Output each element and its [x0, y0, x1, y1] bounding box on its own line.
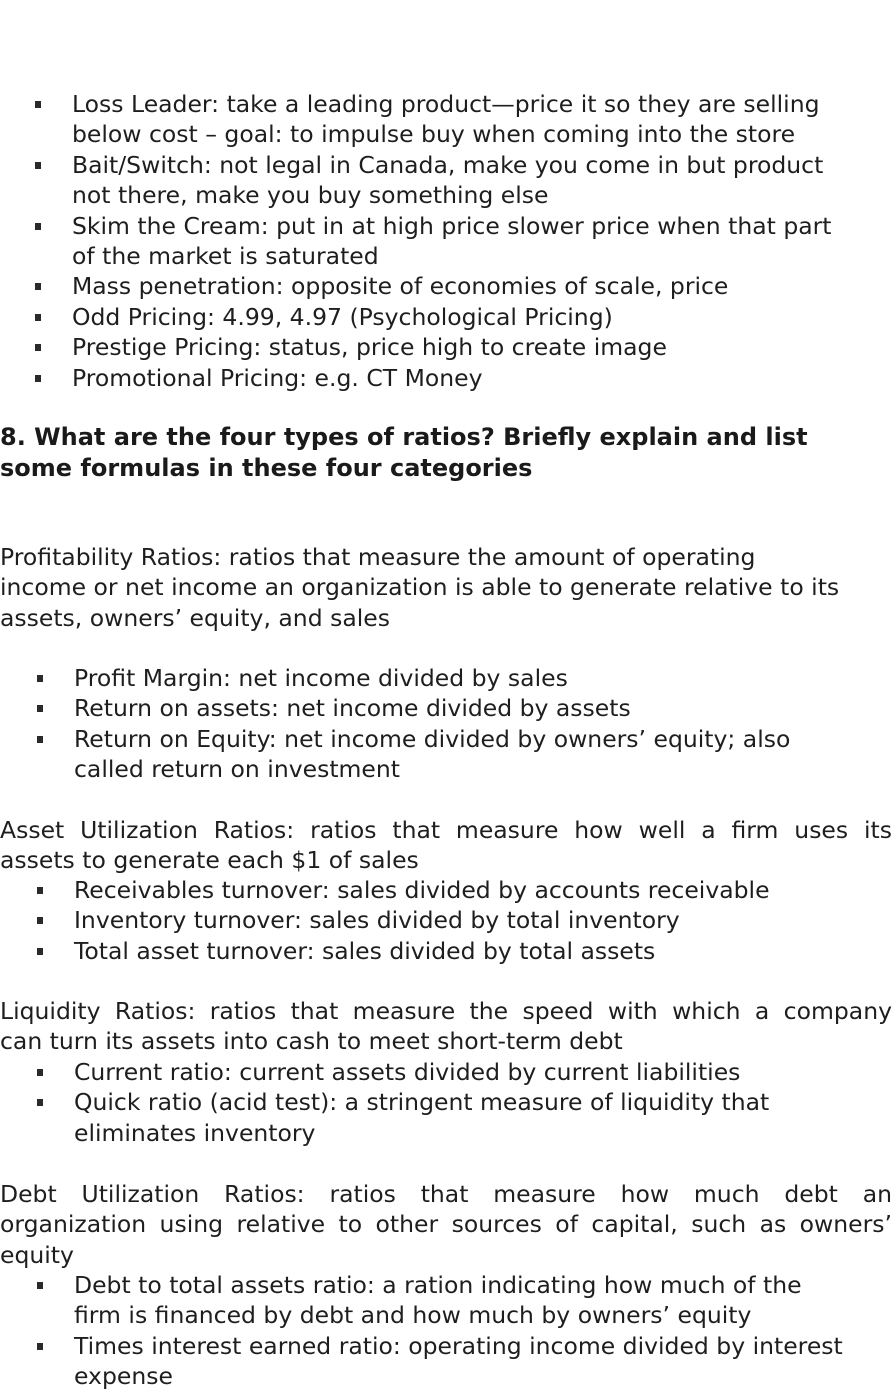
list-item-text: Receivables turnover: sales divided by accounts receivable — [74, 876, 770, 904]
category-intro-liquidity — [0, 996, 892, 1057]
bullet-marker — [35, 101, 41, 108]
bullet-marker — [37, 1099, 43, 1106]
question-line: some formulas in these four categories — [0, 453, 533, 482]
question-heading — [0, 422, 860, 483]
list-item — [0, 302, 894, 332]
list-item-text: Promotional Pricing: e.g. CT Money — [72, 363, 483, 392]
paragraph-line: assets to generate each $1 of sales — [0, 846, 419, 875]
list-item-text: Current ratio: current assets divided by current liabilities — [74, 1058, 741, 1086]
bullet-marker — [37, 887, 43, 894]
list-item — [0, 1331, 894, 1392]
list-item — [0, 663, 894, 693]
category-intro-debt-utilization — [0, 1179, 892, 1270]
bullet-marker — [35, 344, 41, 351]
bullet-marker — [37, 705, 43, 712]
list-item-text: Profit Margin: net income divided by sales — [74, 664, 568, 692]
list-item — [0, 1087, 894, 1148]
list-item — [0, 875, 894, 905]
list-item-text: Inventory turnover: sales divided by total inventory — [74, 906, 680, 935]
list-item — [0, 332, 894, 362]
list-item — [0, 89, 894, 150]
list-item-text: Mass penetration: opposite of economies of scale, price — [72, 272, 729, 301]
category-intro-profitability — [0, 542, 892, 633]
list-item — [0, 1057, 894, 1087]
list-item — [0, 363, 894, 393]
list-item-text: firm is financed by debt and how much by owners’ equity — [74, 1301, 752, 1330]
list-item — [0, 936, 894, 966]
bullet-marker — [35, 375, 41, 382]
paragraph-line: organization using relative to other sources of capital, such as owners’ — [0, 1210, 892, 1239]
list-item-text: Odd Pricing: 4.99, 4.97 (Psychological Pricing) — [72, 302, 613, 331]
paragraph-line: equity — [0, 1240, 74, 1269]
bullet-marker — [37, 1069, 43, 1076]
list-item — [0, 905, 894, 935]
list-item-text: of the market is saturated — [72, 242, 379, 271]
list-item — [0, 1270, 894, 1331]
list-item-text: Times interest earned ratio: operating income divided by interest — [74, 1331, 843, 1360]
list-item — [0, 271, 894, 301]
profitability-ratios-list — [0, 663, 894, 785]
paragraph-line: Asset Utilization Ratios: ratios that measure how well a firm uses its — [0, 816, 892, 844]
category-intro-asset-utilization — [0, 815, 892, 876]
bullet-marker — [37, 948, 43, 955]
paragraph-line: Liquidity Ratios: ratios that measure the speed with which a company — [0, 997, 892, 1025]
list-item-text: Return on Equity: net income divided by owners’ equity; also — [74, 724, 791, 753]
bullet-marker — [37, 1282, 43, 1289]
list-item — [0, 150, 894, 211]
bullet-marker — [35, 162, 41, 169]
debt-utilization-ratios-list — [0, 1270, 894, 1392]
bullet-marker — [35, 283, 41, 290]
paragraph-line: income or net income an organization is able to generate relative to its — [0, 573, 840, 602]
list-item-text: Prestige Pricing: status, price high to create image — [72, 333, 667, 362]
pricing-strategies-list — [0, 89, 894, 393]
list-item-text: Bait/Switch: not legal in Canada, make you come in but product — [72, 150, 824, 179]
bullet-marker — [37, 1343, 43, 1350]
paragraph-line: Profitability Ratios: ratios that measure the amount of operating — [0, 543, 756, 571]
list-item-text: Debt to total assets ratio: a ration indicating how much of the — [74, 1271, 802, 1299]
bullet-marker — [37, 736, 43, 743]
list-item-text: eliminates inventory — [74, 1118, 316, 1147]
liquidity-ratios-list — [0, 1057, 894, 1148]
question-line: 8. What are the four types of ratios? Briefly explain and list — [0, 423, 808, 451]
list-item-text: below cost – goal: to impulse buy when coming into the store — [72, 120, 796, 149]
list-item — [0, 693, 894, 723]
list-item-text: Quick ratio (acid test): a stringent measure of liquidity that — [74, 1088, 770, 1117]
bullet-marker — [35, 223, 41, 230]
list-item — [0, 724, 894, 785]
list-item-text: expense — [74, 1362, 173, 1391]
asset-utilization-ratios-list — [0, 875, 894, 966]
list-item-text: called return on investment — [74, 755, 400, 784]
list-item-text: Loss Leader: take a leading product—price it so they are selling — [72, 90, 820, 118]
paragraph-line: Debt Utilization Ratios: ratios that measure how much debt an — [0, 1180, 892, 1208]
paragraph-line: assets, owners’ equity, and sales — [0, 603, 390, 632]
list-item-text: not there, make you buy something else — [72, 181, 549, 210]
bullet-marker — [37, 917, 43, 924]
list-item-text: Return on assets: net income divided by assets — [74, 694, 631, 723]
paragraph-line: can turn its assets into cash to meet short-term debt — [0, 1027, 623, 1056]
bullet-marker — [37, 675, 43, 682]
list-item — [0, 211, 894, 272]
list-item-text: Skim the Cream: put in at high price slower price when that part — [72, 211, 832, 240]
list-item-text: Total asset turnover: sales divided by total assets — [74, 936, 656, 965]
bullet-marker — [35, 314, 41, 321]
